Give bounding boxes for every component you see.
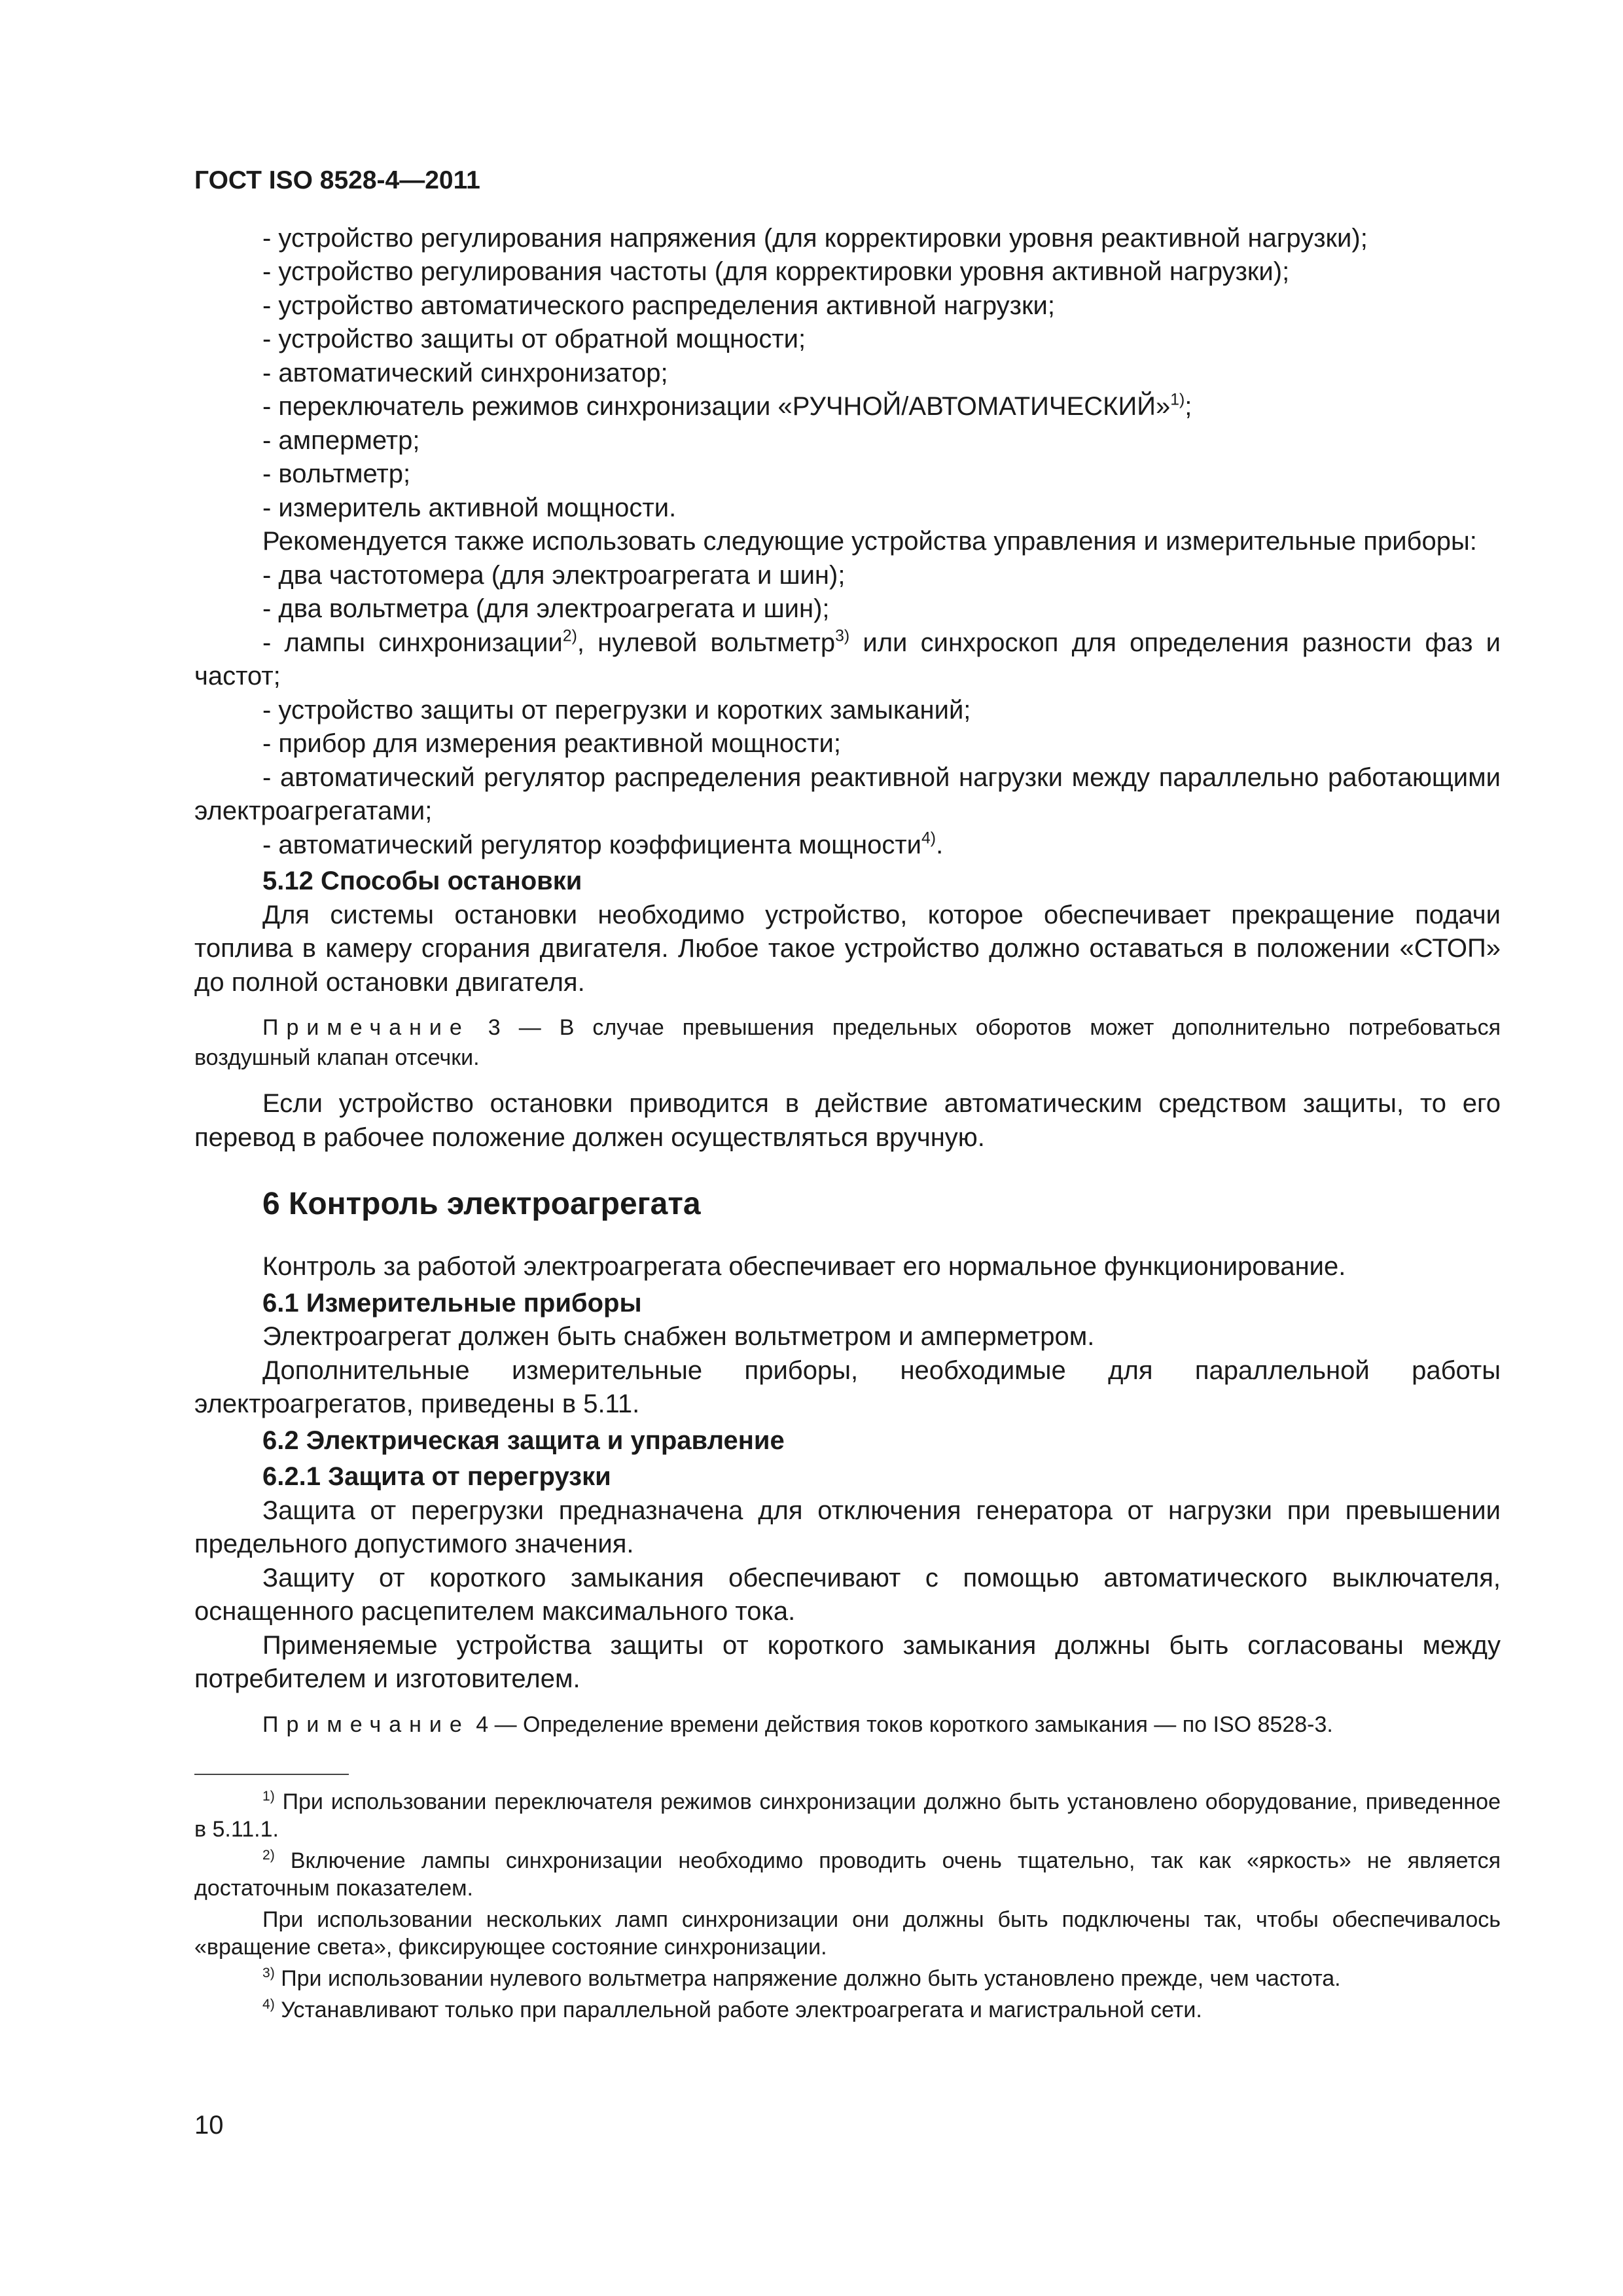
document-header: ГОСТ ISO 8528-4—2011 — [194, 166, 480, 194]
list-item: - два вольтметра (для электроагрегата и шин); — [262, 594, 830, 624]
paragraph: Для системы остановки необходимо устройство, которое обеспечивает прекращение подачи топлива в камеру сгорания двигателя. Любое такое устройство должно оставаться в положении «СТОП» до полной остановки двигателя. — [194, 900, 1501, 997]
paragraph: Защиту от короткого замыкания обеспечивают с помощью автоматического выключателя, оснащенного расцепителем максимального тока. — [194, 1563, 1501, 1626]
note-text: 3 — В случае превышения предельных оборотов может дополнительно потребоваться воздушный клапан отсечки. — [194, 1015, 1501, 1071]
subsection-heading: 6.1 Измерительные приборы — [262, 1288, 642, 1318]
list-item — [194, 829, 1501, 863]
paragraph: Контроль за работой электроагрегата обеспечивает его нормальное функционирование. — [262, 1252, 1346, 1282]
subsection-heading: 6.2.1 Защита от перегрузки — [262, 1462, 611, 1492]
paragraph: Применяемые устройства защиты от короткого замыкания должны быть согласованы между потребителем и изготовителем. — [194, 1630, 1501, 1694]
footnote-text: Включение лампы синхронизации необходимо проводить очень тщательно, так как «яркость» не является достаточным показателем. — [194, 1848, 1501, 1901]
list-item-tail: . — [936, 830, 944, 859]
subsection-heading: 5.12 Способы остановки — [262, 867, 582, 896]
list-item-tail: ; — [1185, 392, 1192, 422]
list-item — [194, 626, 1501, 694]
footnote-mark: 3) — [262, 1965, 275, 1981]
list-item-text: - лампы синхронизации — [262, 628, 563, 657]
footnote-separator — [194, 1774, 349, 1775]
list-item: - устройство автоматического распределения активной нагрузки; — [262, 291, 1055, 320]
list-item: - автоматический синхронизатор; — [262, 358, 668, 387]
footnote — [194, 1788, 1501, 1843]
list-item: - устройство защиты от перегрузки и коротких замыканий; — [262, 695, 971, 725]
footnote — [194, 1996, 1501, 2024]
list-item: - два частотомера (для электроагрегата и шин); — [262, 560, 846, 590]
list-item-text: - переключатель режимов синхронизации «РУЧНОЙ/АВТОМАТИЧЕСКИЙ» — [262, 392, 1171, 422]
footnote — [194, 1965, 1501, 1992]
list-item-text: - автоматический регулятор коэффициента мощности — [262, 830, 922, 859]
footnote — [194, 1847, 1501, 1902]
list-item: - автоматический регулятор распределения реактивной нагрузки между параллельно работающими электроагрегатами; — [194, 762, 1501, 826]
list-item: - устройство регулирования частоты (для корректировки уровня активной нагрузки); — [262, 257, 1290, 287]
footnote-ref: 1) — [1170, 391, 1185, 409]
paragraph: Защита от перегрузки предназначена для отключения генератора от нагрузки при превышении предельного допустимого значения. — [194, 1496, 1501, 1559]
note-label: Примечание — [262, 1712, 470, 1737]
paragraph: Дополнительные измерительные приборы, необходимые для параллельной работы электроагрегатов, приведены в 5.11. — [194, 1355, 1501, 1419]
recommended-intro: Рекомендуется также использовать следующие устройства управления и измерительные приборы: — [262, 527, 1477, 556]
note — [194, 1013, 1501, 1073]
list-item: - измеритель активной мощности. — [262, 493, 677, 522]
footnote-continuation: При использовании нескольких ламп синхронизации они должны быть подключены так, чтобы обеспечивалось «вращение света», фиксирующее состояние синхронизации. — [194, 1907, 1501, 1960]
paragraph: Если устройство остановки приводится в действие автоматическим средством защиты, то его перевод в рабочее положение должен осуществляться вручную. — [194, 1089, 1501, 1152]
paragraph: Электроагрегат должен быть снабжен вольтметром и амперметром. — [262, 1322, 1095, 1352]
list-item — [194, 390, 1501, 424]
note-text: 4 — Определение времени действия токов короткого замыкания — по ISO 8528-3. — [469, 1712, 1333, 1737]
list-item: - устройство защиты от обратной мощности; — [262, 325, 806, 354]
list-item-text: или синхроскоп для определения разности фаз и частот; — [194, 628, 1501, 691]
note-label: Примечание — [262, 1015, 470, 1041]
footnote-ref: 2) — [562, 627, 577, 645]
document-page — [194, 165, 1501, 2028]
list-item: - устройство регулирования напряжения (для корректировки уровня реактивной нагрузки); — [262, 223, 1368, 253]
list-item: - прибор для измерения реактивной мощности; — [262, 729, 841, 759]
note — [194, 1710, 1501, 1740]
footnote-ref: 3) — [835, 627, 850, 645]
footnote-mark: 4) — [262, 1996, 275, 2012]
footnote-text: Устанавливают только при параллельной работе электроагрегата и магистральной сети. — [274, 1997, 1202, 2022]
list-item-text: , нулевой вольтметр — [577, 628, 836, 657]
footnote-mark: 2) — [262, 1847, 275, 1863]
section-heading: 6 Контроль электроагрегата — [262, 1187, 701, 1222]
page-number: 10 — [194, 2111, 224, 2140]
footnote-text: При использовании нулевого вольтметра напряжение должно быть установлено прежде, чем частота. — [274, 1965, 1341, 1991]
list-item: - вольтметр; — [262, 459, 411, 489]
footnote-mark: 1) — [262, 1788, 275, 1804]
footnote-text: При использовании переключателя режимов синхронизации должно быть установлено оборудование, приведенное в 5.11.1. — [194, 1789, 1501, 1842]
list-item: - амперметр; — [262, 425, 420, 455]
footnote-ref: 4) — [921, 829, 936, 848]
subsection-heading: 6.2 Электрическая защита и управление — [262, 1426, 785, 1455]
